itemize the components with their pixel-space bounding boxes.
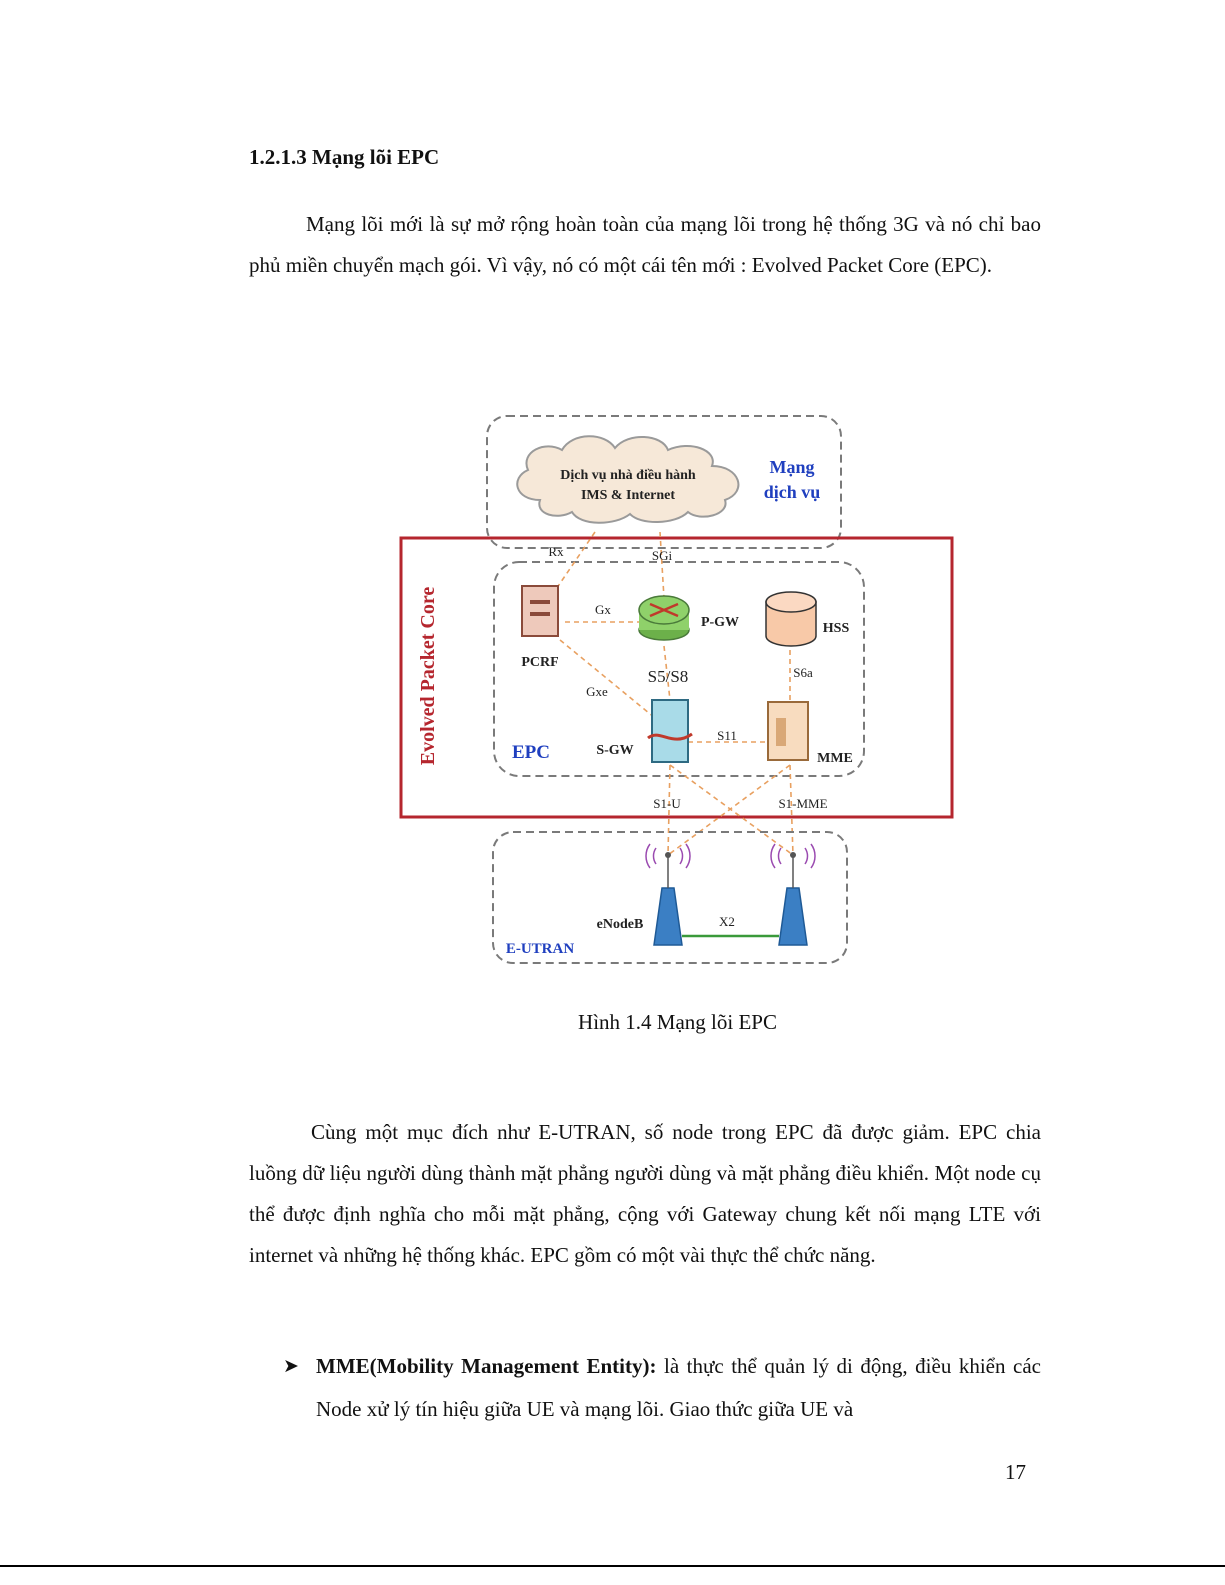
bullet-item-mme: [249, 1345, 1041, 1431]
interface-s1u: S1-U: [653, 796, 681, 811]
interface-sgi: SGi: [651, 548, 673, 563]
pcrf-icon: [522, 586, 558, 636]
pgw-icon: [639, 596, 689, 640]
page-bottom-rule: [0, 1565, 1225, 1567]
service-network-label-1: Mạng: [769, 457, 815, 477]
epc-label: EPC: [512, 742, 550, 763]
bullet-description: là thực thể quản lý di động, điều khiển các Node xử lý tín hiệu giữa UE và mạng lõi. Giao thức giữa UE và: [316, 1354, 1041, 1421]
link-gxe: [560, 640, 655, 718]
interface-gx: Gx: [595, 602, 611, 617]
antenna-icon: [771, 844, 815, 945]
link-sgi: [660, 532, 664, 598]
cloud-line-2: IMS & Internet: [580, 488, 676, 503]
eutran-label: E-UTRAN: [505, 941, 575, 957]
enodeb-label: eNodeB: [596, 917, 644, 932]
pgw-label: P-GW: [700, 615, 740, 630]
hss-icon: [766, 592, 816, 646]
intro-paragraph: Mạng lõi mới là sự mở rộng hoàn toàn của mạng lõi trong hệ thống 3G và nó chỉ bao phủ miền chuyển mạch gói. Vì vậy, nó có một cái tên mới : Evolved Packet Core (EPC).: [249, 212, 1041, 277]
interface-s1mme: S1-MME: [778, 796, 828, 811]
bullet-arrow-icon: ➤: [283, 1356, 299, 1377]
mme-icon: [768, 702, 808, 760]
figure-caption: [0, 1010, 1225, 1035]
cloud-line-1: Dịch vụ nhà điều hành: [560, 468, 696, 483]
hss-label: HSS: [822, 621, 850, 636]
evolved-packet-core-label: Evolved Packet Core: [417, 586, 439, 766]
service-network-label-2: dịch vụ: [763, 482, 821, 502]
sgw-label: S-GW: [596, 743, 634, 758]
antenna-icon: [646, 844, 690, 945]
bullet-term: MME(Mobility Management Entity):: [316, 1354, 657, 1378]
link-s1u-2: [670, 765, 793, 855]
interface-s5s8: S5/S8: [647, 667, 689, 686]
interface-rx: Rx: [548, 544, 564, 559]
interface-s6a: S6a: [793, 665, 813, 680]
interface-s11: S11: [717, 728, 737, 743]
caption-text: Hình 1.4 Mạng lõi EPC: [578, 1010, 777, 1034]
page-number: 17: [1005, 1460, 1026, 1484]
bullet-text: [316, 1345, 1041, 1431]
sgw-icon: [648, 700, 692, 762]
interface-x2: X2: [719, 914, 735, 929]
interface-gxe: Gxe: [586, 684, 608, 699]
pcrf-label: PCRF: [521, 655, 559, 670]
body-paragraph: Cùng một mục đích như E-UTRAN, số node trong EPC đã được giảm. EPC chia luồng dữ liệu người dùng thành mặt phẳng người dùng và mặt phẳng điều khiển. Một node cụ thể được định nghĩa cho mỗi mặt phẳng, cộng với Gateway chung kết nối mạng LTE với internet và những hệ thống khác. EPC gồm có một vài thực thể chức năng.: [249, 1120, 1041, 1267]
link-s1mme: [668, 765, 790, 855]
mme-label: MME: [817, 751, 853, 766]
section-heading: 1.2.1.3 Mạng lõi EPC: [249, 145, 440, 169]
